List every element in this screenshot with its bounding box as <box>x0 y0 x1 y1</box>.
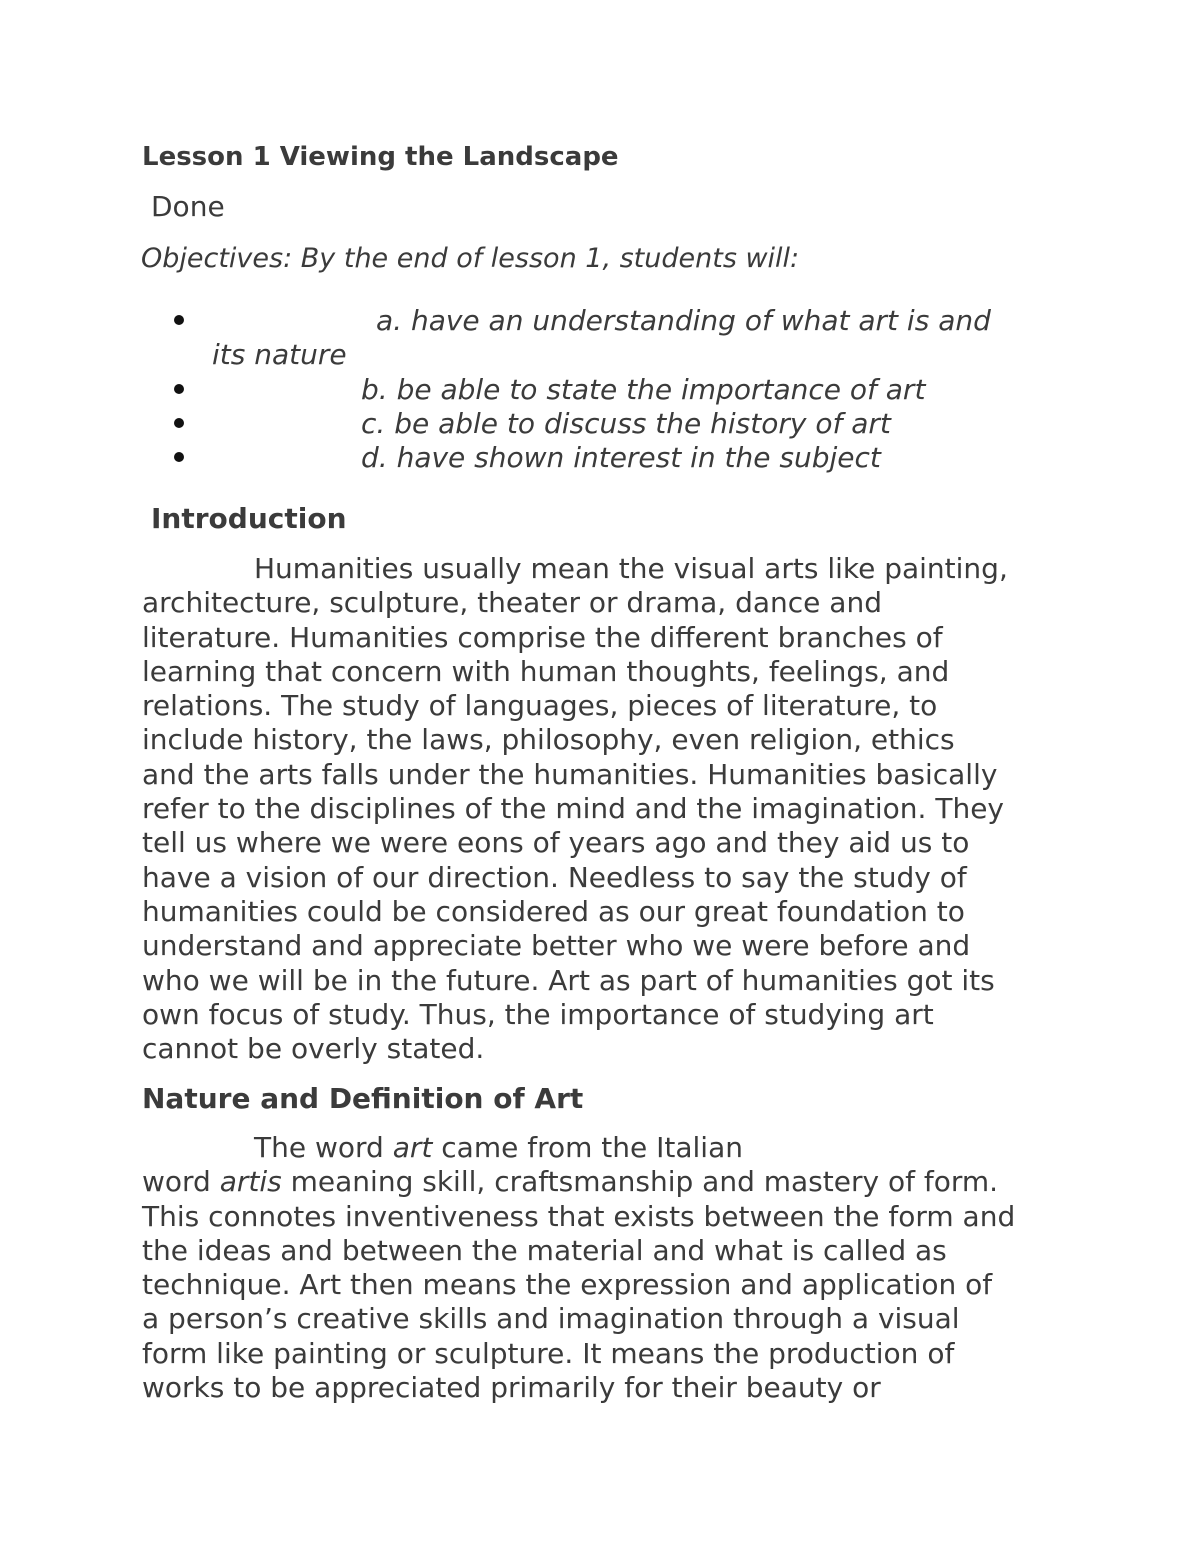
paragraph-line: literature. Humanities comprise the different branches of <box>142 620 943 654</box>
paragraph-line: This connotes inventiveness that exists between the form and <box>142 1199 1016 1233</box>
paragraph-line: architecture, sculpture, theater or drama, dance and <box>142 586 882 620</box>
paragraph-line: refer to the disciplines of the mind and the imagination. They <box>142 792 1004 826</box>
paragraph-line: humanities could be considered as our great foundation to <box>142 894 965 928</box>
paragraph-line: have a vision of our direction. Needless to say the study of <box>142 860 967 894</box>
introduction-heading: Introduction <box>151 502 347 535</box>
paragraph-line: the ideas and between the material and what is called as <box>142 1233 947 1267</box>
paragraph-line: The word art came from the Italian <box>254 1131 743 1164</box>
paragraph-line: a person’s creative skills and imagination through a visual <box>142 1302 960 1336</box>
paragraph-line: cannot be overly stated. <box>142 1032 485 1066</box>
paragraph-line: understand and appreciate better who we were before and <box>142 929 971 963</box>
paragraph-line: who we will be in the future. Art as part of humanities got its <box>142 963 995 997</box>
bullet-icon <box>174 418 184 428</box>
paragraph-line: Humanities usually mean the visual arts like painting, <box>254 552 1008 585</box>
paragraph-line: word artis meaning skill, craftsmanship and mastery of form. <box>142 1165 999 1199</box>
objective-item: b. be able to state the importance of art <box>361 373 926 406</box>
introduction-paragraph <box>142 552 1072 1066</box>
paragraph-line: and the arts falls under the humanities. Humanities basically <box>142 757 998 791</box>
objectives-heading: Objectives: By the end of lesson 1, students will: <box>141 243 800 274</box>
paragraph-line: works to be appreciated primarily for their beauty or <box>142 1371 881 1405</box>
paragraph-line: relations. The study of languages, pieces of literature, to <box>142 689 938 723</box>
paragraph-line: include history, the laws, philosophy, even religion, ethics <box>142 723 955 757</box>
objective-item: d. have shown interest in the subject <box>361 441 881 474</box>
objective-item-continuation: its nature <box>212 338 347 371</box>
paragraph-line: own focus of study. Thus, the importance of studying art <box>142 997 934 1031</box>
paragraph-line: technique. Art then means the expression and application of <box>142 1268 993 1302</box>
objective-item: a. have an understanding of what art is and <box>376 304 991 337</box>
lesson-title: Lesson 1 Viewing the Landscape <box>142 142 619 172</box>
bullet-icon <box>174 452 184 462</box>
nature-heading: Nature and Definition of Art <box>142 1082 584 1115</box>
bullet-icon <box>174 384 184 394</box>
paragraph-line: learning that concern with human thoughts, feelings, and <box>142 654 950 688</box>
paragraph-line: form like painting or sculpture. It means the production of <box>142 1336 955 1370</box>
status-text: Done <box>151 190 225 223</box>
nature-paragraph <box>142 1131 1072 1405</box>
paragraph-line: tell us where we were eons of years ago and they aid us to <box>142 826 970 860</box>
objective-item: c. be able to discuss the history of art <box>361 407 891 440</box>
bullet-icon <box>174 315 184 325</box>
